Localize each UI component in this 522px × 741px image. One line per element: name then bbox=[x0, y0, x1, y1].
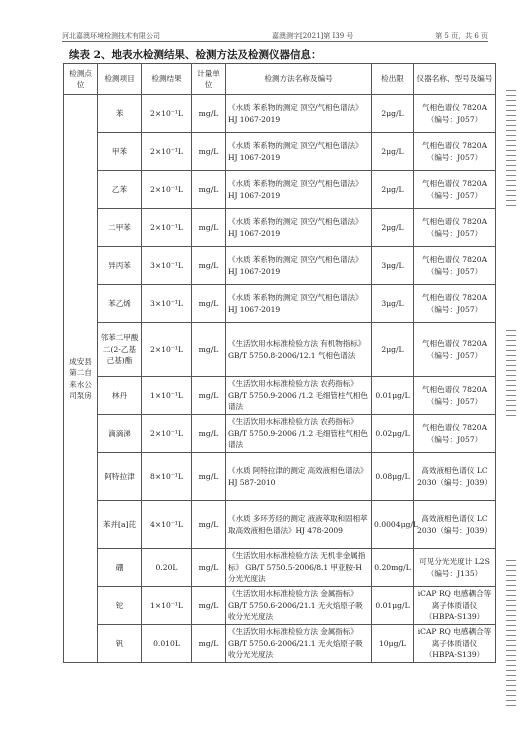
item-cell: 二甲苯 bbox=[98, 209, 142, 247]
table-row bbox=[64, 95, 496, 133]
item-cell: 硼 bbox=[98, 549, 142, 587]
col-header-method: 检测方法名称及编号 bbox=[226, 64, 372, 95]
table-header-row bbox=[64, 64, 496, 95]
unit-cell: mg/L bbox=[192, 625, 226, 663]
seam-stamp-mark bbox=[506, 330, 516, 420]
limit-cell: 2μg/L bbox=[372, 133, 414, 171]
method-cell: 《生活饮用水标准检验方法 金属指标》GB/T 5750.6-2006/21.1 无火焰原子吸收分光光度法 bbox=[226, 587, 372, 625]
instrument-cell: 气相色谱仪 7820A（编号：J057） bbox=[414, 285, 496, 323]
table-row bbox=[64, 323, 496, 377]
result-cell: 2×10⁻¹L bbox=[142, 209, 192, 247]
col-header-result: 检测结果 bbox=[142, 64, 192, 95]
table-row bbox=[64, 453, 496, 501]
result-cell: 0.20L bbox=[142, 549, 192, 587]
method-cell: 《水质 苯系物的测定 顶空/气相色谱法》HJ 1067-2019 bbox=[226, 171, 372, 209]
col-header-unit: 计量单位 bbox=[192, 64, 226, 95]
result-cell: 2×10⁻¹L bbox=[142, 133, 192, 171]
item-cell: 甲苯 bbox=[98, 133, 142, 171]
header-company: 河北嘉澳环境检测技术有限公司 bbox=[62, 32, 160, 40]
limit-cell: 0.20mg/L bbox=[372, 549, 414, 587]
table-row bbox=[64, 625, 496, 663]
instrument-cell: 气相色谱仪 7820A（编号：J057） bbox=[414, 323, 496, 377]
result-cell: 4×10⁻¹L bbox=[142, 501, 192, 549]
col-header-instrument: 仪器名称、型号及编号 bbox=[414, 64, 496, 95]
method-cell: 《生活饮用水标准检验方法 农药指标》 GB/T 5750.9-2006 /1.2 毛细管柱气相色谱法 bbox=[226, 415, 372, 453]
limit-cell: 10μg/L bbox=[372, 625, 414, 663]
method-cell: 《水质 苯系物的测定 顶空/气相色谱法》HJ 1067-2019 bbox=[226, 133, 372, 171]
unit-cell: mg/L bbox=[192, 377, 226, 415]
limit-cell: 2μg/L bbox=[372, 95, 414, 133]
instrument-cell: 气相色谱仪 7820A（编号：J057） bbox=[414, 247, 496, 285]
page-header bbox=[62, 31, 488, 42]
instrument-cell: 气相色谱仪 7820A（编号：J057） bbox=[414, 377, 496, 415]
table-title: 续表 2、地表水检测结果、检测方法及检测仪器信息： bbox=[69, 49, 322, 61]
limit-cell: 2μg/L bbox=[372, 171, 414, 209]
table-row bbox=[64, 549, 496, 587]
table-row bbox=[64, 285, 496, 323]
result-cell: 2×10⁻¹L bbox=[142, 415, 192, 453]
limit-cell: 0.0004μg/L bbox=[372, 501, 414, 549]
sampling-point-cell: 成安县第二自来水公司泵房 bbox=[64, 95, 98, 663]
instrument-cell: 气相色谱仪 7820A（编号：J057） bbox=[414, 171, 496, 209]
item-cell: 铊 bbox=[98, 587, 142, 625]
item-cell: 苯 bbox=[98, 95, 142, 133]
col-header-item: 检测项目 bbox=[98, 64, 142, 95]
method-cell: 《生活饮用水标准检验方法 金属指标》GB/T 5750.6-2006/21.1 无火焰原子吸收分光光度法 bbox=[226, 625, 372, 663]
method-cell: 《水质 多环芳烃的测定 液液萃取和固相萃取高效液相色谱法》HJ 478-2009 bbox=[226, 501, 372, 549]
item-cell: 苯并[a]芘 bbox=[98, 501, 142, 549]
instrument-cell: 气相色谱仪 7820A（编号：J057） bbox=[414, 95, 496, 133]
unit-cell: mg/L bbox=[192, 285, 226, 323]
method-cell: 《水质 阿特拉津的测定 高效液相色谱法》HJ 587-2010 bbox=[226, 453, 372, 501]
result-cell: 3×10⁻¹L bbox=[142, 247, 192, 285]
table-row bbox=[64, 587, 496, 625]
seam-stamp-mark bbox=[506, 90, 516, 210]
result-cell: 0.010L bbox=[142, 625, 192, 663]
method-cell: 《生活饮用水标准检验方法 无机非金属指标》 GB/T 5750.5-2006/8.1 甲亚胺-H 分光光度法 bbox=[226, 549, 372, 587]
instrument-cell: 气相色谱仪 7820A（编号：J057） bbox=[414, 209, 496, 247]
method-cell: 《水质 苯系物的测定 顶空/气相色谱法》HJ 1067-2019 bbox=[226, 247, 372, 285]
result-cell: 3×10⁻¹L bbox=[142, 285, 192, 323]
header-page-number: 第 5 页，共 6 页 bbox=[435, 32, 488, 40]
instrument-cell: iCAP RQ 电感耦合等离子体质谱仪（HBPA-S139） bbox=[414, 587, 496, 625]
unit-cell: mg/L bbox=[192, 247, 226, 285]
item-cell: 苯乙烯 bbox=[98, 285, 142, 323]
unit-cell: mg/L bbox=[192, 95, 226, 133]
unit-cell: mg/L bbox=[192, 323, 226, 377]
table-row bbox=[64, 501, 496, 549]
result-cell: 2×10⁻¹L bbox=[142, 95, 192, 133]
unit-cell: mg/L bbox=[192, 209, 226, 247]
results-table bbox=[63, 63, 496, 663]
instrument-cell: 高效液相色谱仪 LC 2030（编号：J039） bbox=[414, 501, 496, 549]
col-header-limit: 检出限 bbox=[372, 64, 414, 95]
limit-cell: 3μg/L bbox=[372, 247, 414, 285]
item-cell: 异丙苯 bbox=[98, 247, 142, 285]
method-cell: 《生活饮用水标准检验方法 农药指标》 GB/T 5750.9-2006 /1.2 毛细管柱气相色谱法 bbox=[226, 377, 372, 415]
item-cell: 林丹 bbox=[98, 377, 142, 415]
seam-stamp-mark bbox=[506, 560, 516, 710]
item-cell: 滴滴涕 bbox=[98, 415, 142, 453]
header-report-no: 嘉澳测字[2021]第 I39 号 bbox=[272, 32, 354, 40]
limit-cell: 0.08μg/L bbox=[372, 453, 414, 501]
limit-cell: 0.01μg/L bbox=[372, 377, 414, 415]
limit-cell: 3μg/L bbox=[372, 285, 414, 323]
method-cell: 《水质 苯系物的测定 顶空/气相色谱法》HJ 1067-2019 bbox=[226, 95, 372, 133]
table-row bbox=[64, 209, 496, 247]
table-row bbox=[64, 171, 496, 209]
item-cell: 阿特拉津 bbox=[98, 453, 142, 501]
result-cell: 1×10⁻¹L bbox=[142, 377, 192, 415]
result-cell: 2×10⁻¹L bbox=[142, 171, 192, 209]
item-cell: 钒 bbox=[98, 625, 142, 663]
limit-cell: 2μg/L bbox=[372, 323, 414, 377]
col-header-point: 检测点位 bbox=[64, 64, 98, 95]
table-body bbox=[64, 95, 496, 663]
unit-cell: mg/L bbox=[192, 415, 226, 453]
unit-cell: mg/L bbox=[192, 133, 226, 171]
item-cell: 乙苯 bbox=[98, 171, 142, 209]
unit-cell: mg/L bbox=[192, 587, 226, 625]
instrument-cell: 气相色谱仪 7820A（编号：J057） bbox=[414, 415, 496, 453]
method-cell: 《水质 苯系物的测定 顶空/气相色谱法》HJ 1067-2019 bbox=[226, 285, 372, 323]
result-cell: 1×10⁻¹L bbox=[142, 587, 192, 625]
result-cell: 8×10⁻¹L bbox=[142, 453, 192, 501]
limit-cell: 0.01μg/L bbox=[372, 587, 414, 625]
table-row bbox=[64, 133, 496, 171]
table-row bbox=[64, 377, 496, 415]
unit-cell: mg/L bbox=[192, 501, 226, 549]
item-cell: 邻苯二甲酸二(2-乙基己基)酯 bbox=[98, 323, 142, 377]
table-row bbox=[64, 247, 496, 285]
table-row bbox=[64, 415, 496, 453]
result-cell: 2×10⁻¹L bbox=[142, 323, 192, 377]
method-cell: 《生活饮用水标准检验方法 有机物指标》 GB/T 5750.8-2006/12.1 气相色谱法 bbox=[226, 323, 372, 377]
limit-cell: 0.02μg/L bbox=[372, 415, 414, 453]
instrument-cell: 气相色谱仪 7820A（编号：J057） bbox=[414, 133, 496, 171]
instrument-cell: iCAP RQ 电感耦合等离子体质谱仪（HBPA-S139） bbox=[414, 625, 496, 663]
instrument-cell: 高效液相色谱仪 LC 2030（编号：J039） bbox=[414, 453, 496, 501]
unit-cell: mg/L bbox=[192, 453, 226, 501]
limit-cell: 2μg/L bbox=[372, 209, 414, 247]
instrument-cell: 可见分光光度计 L2S（编号：J135） bbox=[414, 549, 496, 587]
method-cell: 《水质 苯系物的测定 顶空/气相色谱法》HJ 1067-2019 bbox=[226, 209, 372, 247]
unit-cell: mg/L bbox=[192, 549, 226, 587]
unit-cell: mg/L bbox=[192, 171, 226, 209]
